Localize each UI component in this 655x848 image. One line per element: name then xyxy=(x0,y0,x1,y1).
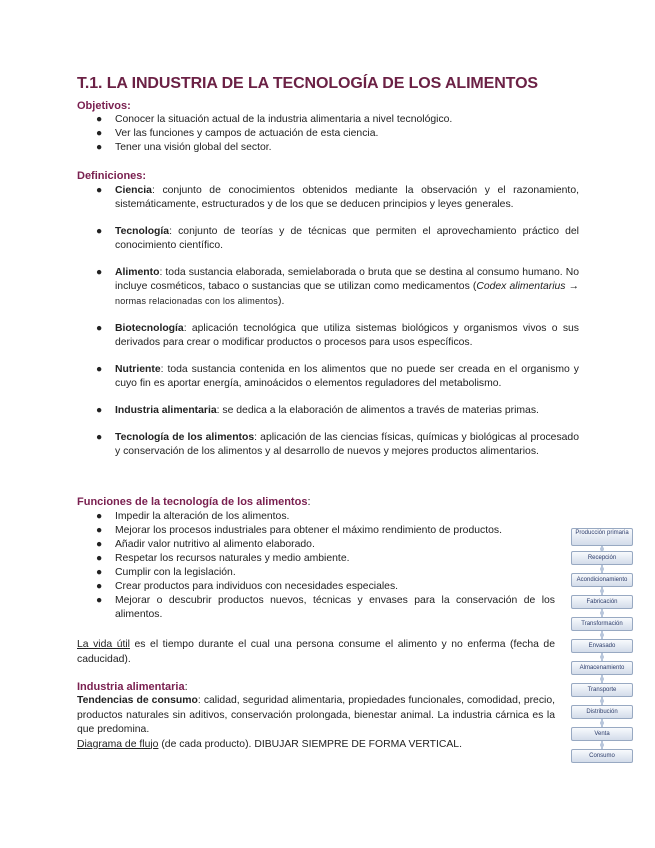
list-item: ● Impedir la alteración de los alimentos. xyxy=(96,511,290,522)
bullet: ● xyxy=(96,323,103,334)
list-item: ● Añadir valor nutritivo al alimento elaborado. xyxy=(96,539,315,550)
definition-biotecnologia: ● Biotecnología: aplicación tecnológica que utiliza sistemas biológicos y organismos vivos o sus derivados para crear o modificar productos o procesos para usos específicos. xyxy=(96,323,579,348)
list-item: ● Tener una visión global del sector. xyxy=(96,142,272,153)
list-item: ● Mejorar los procesos industriales para obtener el máximo rendimiento de productos. xyxy=(96,525,502,536)
flow-step-produccion-primaria: Producción primaria xyxy=(571,528,633,546)
list-item: ● Conocer la situación actual de la industria alimentaria a nivel tecnológico. xyxy=(96,114,453,125)
bullet: ● xyxy=(96,364,103,375)
term: Biotecnología xyxy=(115,323,184,334)
flow-step-consumo: Consumo xyxy=(571,749,633,763)
connector-dot xyxy=(600,743,604,747)
definition-nutriente: ● Nutriente: toda sustancia contenida en los alimentos que no puede ser creada en el organismo y cuyo fin es aportar energía, aminoácidos o elementos reguladores del metabolismo. xyxy=(96,364,579,389)
definiciones-list xyxy=(77,184,579,472)
bullet: ● xyxy=(96,595,103,606)
connector-dot xyxy=(600,611,604,615)
flow-step-venta: Venta xyxy=(571,727,633,741)
connector-dot xyxy=(600,633,604,637)
bullet: ● xyxy=(96,267,103,278)
flow-step-fabricacion: Fabricación xyxy=(571,595,633,609)
term: Ciencia xyxy=(115,185,152,196)
bullet: ● xyxy=(96,511,103,522)
bullet: ● xyxy=(96,432,103,443)
term: Tecnología xyxy=(115,226,170,237)
bullet: ● xyxy=(96,405,103,416)
bullet: ● xyxy=(96,525,103,536)
flow-step-transformacion: Transformación xyxy=(571,617,633,631)
bullet: ● xyxy=(96,553,103,564)
bullet: ● xyxy=(96,567,103,578)
list-item: ● Mejorar o descubrir productos nuevos, técnicas y envases para la conservación de los alimentos. xyxy=(96,595,555,620)
flow-step-acondicionamiento: Acondicionamiento xyxy=(571,573,633,587)
definition-alimento: ● Alimento: toda sustancia elaborada, semielaborada o bruta que se destina al consumo humano. No incluye cosméticos, tabaco o sustancias que se utilizan como medicamentos (Codex alimentarius → normas relacionadas con los alimentos). xyxy=(96,267,579,307)
bullet: ● xyxy=(96,128,103,139)
connector-dot xyxy=(600,589,604,593)
bullet: ● xyxy=(96,185,103,196)
flow-step-distribucion: Distribución xyxy=(571,705,633,719)
term: Nutriente xyxy=(115,364,161,375)
definition-tecnologia: ● Tecnología: conjunto de teorías y de técnicas que permiten el aprovechamiento práctico del conocimiento científico. xyxy=(96,226,579,251)
term: Tecnología de los alimentos xyxy=(115,432,255,443)
tendencias-paragraph: Tendencias de consumo: calidad, seguridad alimentaria, propiedades funcionales, comodidad, precio, productos naturales sin aditivos, conservación prolongada, bienestar animal. La industria cárnica es la que predomina. Diagrama de flujo (de cada producto). DIBUJAR SIEMPRE DE FORMA VERTICAL. xyxy=(77,695,556,750)
list-item: ● Cumplir con la legislación. xyxy=(96,567,236,578)
objetivos-list xyxy=(77,113,579,155)
objetivos-heading: Objetivos: xyxy=(77,100,131,112)
flow-step-almacenamiento: Almacenamiento xyxy=(571,661,633,675)
page-title: T.1. LA INDUSTRIA DE LA TECNOLOGÍA DE LOS ALIMENTOS xyxy=(77,75,538,92)
flow-step-recepcion: Recepción xyxy=(571,551,633,565)
term: Alimento xyxy=(115,267,160,278)
list-item: ● Ver las funciones y campos de actuación de esta ciencia. xyxy=(96,128,379,139)
flow-step-transporte: Transporte xyxy=(571,683,633,697)
funciones-heading: Funciones de la tecnología de los alimentos: xyxy=(77,496,311,508)
definition-tecnologia-alimentos: ● Tecnología de los alimentos: aplicación de las ciencias físicas, químicas y biológicas al procesado y conservación de los alimentos y al desarrollo de nuevos y mejores productos alimentarios. xyxy=(96,432,579,457)
bullet: ● xyxy=(96,142,103,153)
definiciones-heading: Definiciones: xyxy=(77,170,147,182)
connector-dot xyxy=(600,655,604,659)
connector-dot xyxy=(600,677,604,681)
flow-step-envasado: Envasado xyxy=(571,639,633,653)
bullet: ● xyxy=(96,539,103,550)
bullet: ● xyxy=(96,581,103,592)
industria-heading: Industria alimentaria: xyxy=(77,681,188,693)
connector-dot xyxy=(600,721,604,725)
list-item: ● Respetar los recursos naturales y medio ambiente. xyxy=(96,553,350,564)
definition-ciencia: ● Ciencia: conjunto de conocimientos obtenidos mediante la observación y el razonamiento, sistemáticamente, estructurados y de los que se deducen principios y leyes generales. xyxy=(96,185,579,210)
funciones-list xyxy=(77,510,555,622)
connector-dot xyxy=(600,567,604,571)
bullet: ● xyxy=(96,226,103,237)
bullet: ● xyxy=(96,114,103,125)
list-item: ● Crear productos para individuos con necesidades especiales. xyxy=(96,581,399,592)
definition-industria: ● Industria alimentaria: se dedica a la elaboración de alimentos a través de materias primas. xyxy=(96,405,539,416)
vida-util-paragraph: La vida útil es el tiempo durante el cual una persona consume el alimento y no enferma (fecha de caducidad). xyxy=(77,639,555,665)
connector-dot xyxy=(600,699,604,703)
term: Industria alimentaria xyxy=(115,405,217,416)
